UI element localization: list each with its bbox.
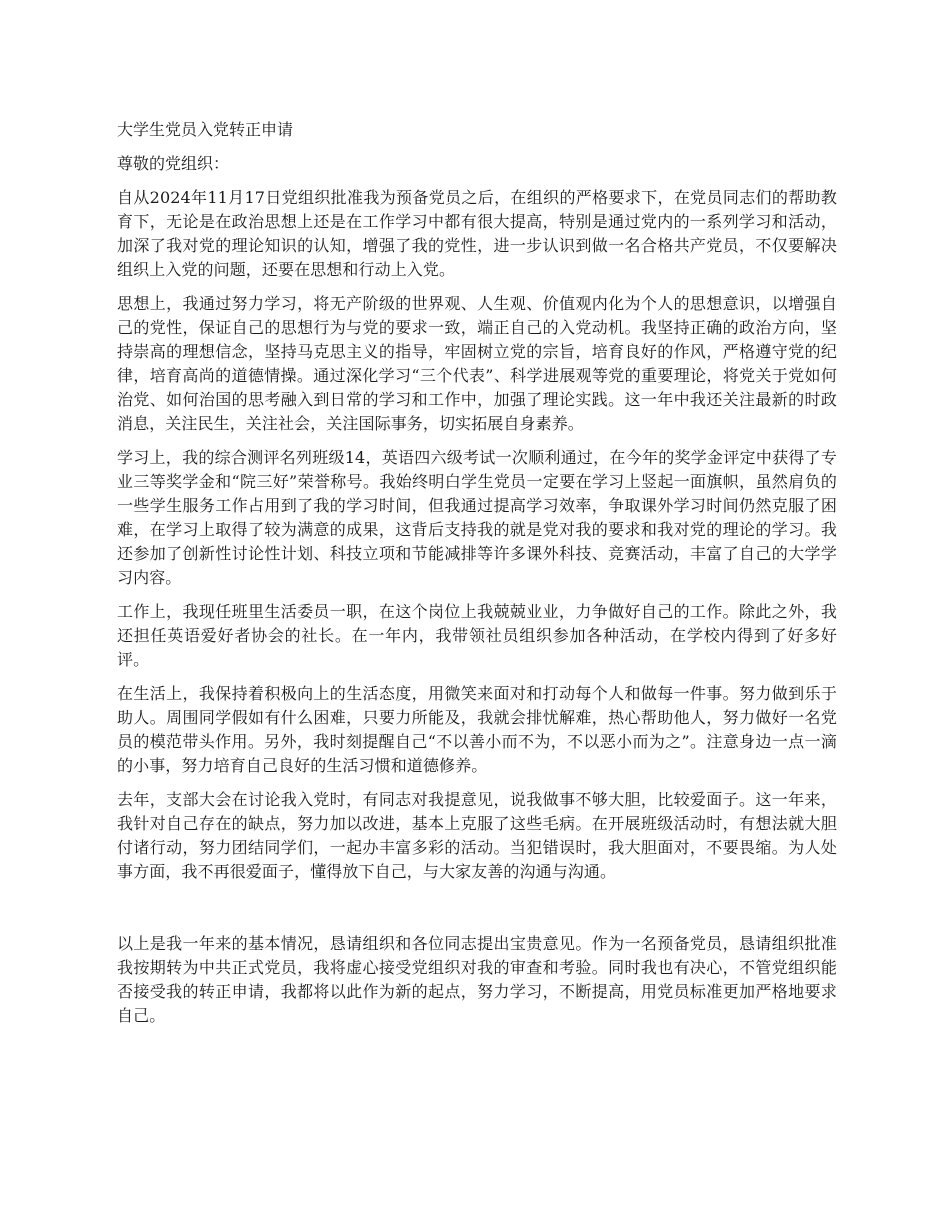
salutation: 尊敬的党组织： xyxy=(117,154,230,173)
paragraph-study: 学习上，我的综合测评名列班级14，英语四六级考试一次顺利通过，在今年的奖学金评定中获得了专业三等奖学金和“院三好”荣誉称号。我始终明白学生党员一定要在学习上竖起一面旗帜，虽然肩负的一些学生服务工作占用到了我的学习时间，但我通过提高学习效率，争取课外学习时间仍然克服了困难，在学习上取得了较为满意的成果，这背后支持我的就是党对我的要求和我对党的理论的学习。我还参加了创新性讨论性计划、科技立项和节能减排等许多课外科技、竞赛活动，丰富了自己的大学学习内容。 xyxy=(117,448,837,587)
blank-gap xyxy=(117,894,837,932)
document-title: 大学生党员入党转正申请 xyxy=(117,120,294,139)
paragraph-closing: 以上是我一年来的基本情况，恳请组织和各位同志提出宝贵意见。作为一名预备党员，恳请组织批准我按期转为中共正式党员，我将虚心接受党组织对我的审查和考验。同时我也有决心，不管党组织能否接受我的转正申请，我都将以此作为新的起点，努力学习，不断提高，用党员标准更加严格地要求自己。 xyxy=(117,934,837,1025)
paragraph-life: 在生活上，我保持着积极向上的生活态度，用微笑来面对和打动每个人和做每一件事。努力做到乐于助人。周围同学假如有什么困难，只要力所能及，我就会排忧解难，热心帮助他人，努力做好一名党员的模范带头作用。另外，我时刻提醒自己“不以善小而不为，不以恶小而为之”。注意身边一点一滴的小事，努力培育自己良好的生活习惯和道德修养。 xyxy=(117,684,837,775)
paragraph-self-criticism: 去年，支部大会在讨论我入党时，有同志对我提意见，说我做事不够大胆，比较爱面子。这一年来，我针对自己存在的缺点，努力加以改进，基本上克服了这些毛病。在开展班级活动时，有想法就大胆付诸行动，努力团结同学们，一起办丰富多彩的活动。当犯错误时，我大胆面对，不要畏缩。为人处事方面，我不再很爱面子，懂得放下自己，与大家友善的沟通与沟通。 xyxy=(117,790,837,881)
paragraph-intro: 自从2024年11月17日党组织批准我为预备党员之后，在组织的严格要求下，在党员同志们的帮助教育下，无论是在政治思想上还是在工作学习中都有很大提高，特别是通过党内的一系列学习和活动，加深了我对党的理论知识的认知，增强了我的党性，进一步认识到做一名合格共产党员，不仅要解决组织上入党的问题，还要在思想和行动上入党。 xyxy=(117,188,837,279)
paragraph-ideology: 思想上，我通过努力学习，将无产阶级的世界观、人生观、价值观内化为个人的思想意识，以增强自己的党性，保证自己的思想行为与党的要求一致，端正自己的入党动机。我坚持正确的政治方向，坚持崇高的理想信念，坚持马克思主义的指导，牢固树立党的宗旨，培育良好的作风，严格遵守党的纪律，培育高尚的道德情操。通过深化学习“三个代表”、科学进展观等党的重要理论，将党关于党如何治党、如何治国的思考融入到日常的学习和工作中，加强了理论实践。这一年中我还关注最新的时政消息，关注民生，关注社会，关注国际事务，切实拓展自身素养。 xyxy=(117,294,837,433)
paragraph-work: 工作上，我现任班里生活委员一职，在这个岗位上我兢兢业业，力争做好自己的工作。除此之外，我还担任英语爱好者协会的社长。在一年内，我带领社员组织参加各种活动，在学校内得到了好多好评。 xyxy=(117,602,837,669)
document-page xyxy=(117,118,837,1038)
